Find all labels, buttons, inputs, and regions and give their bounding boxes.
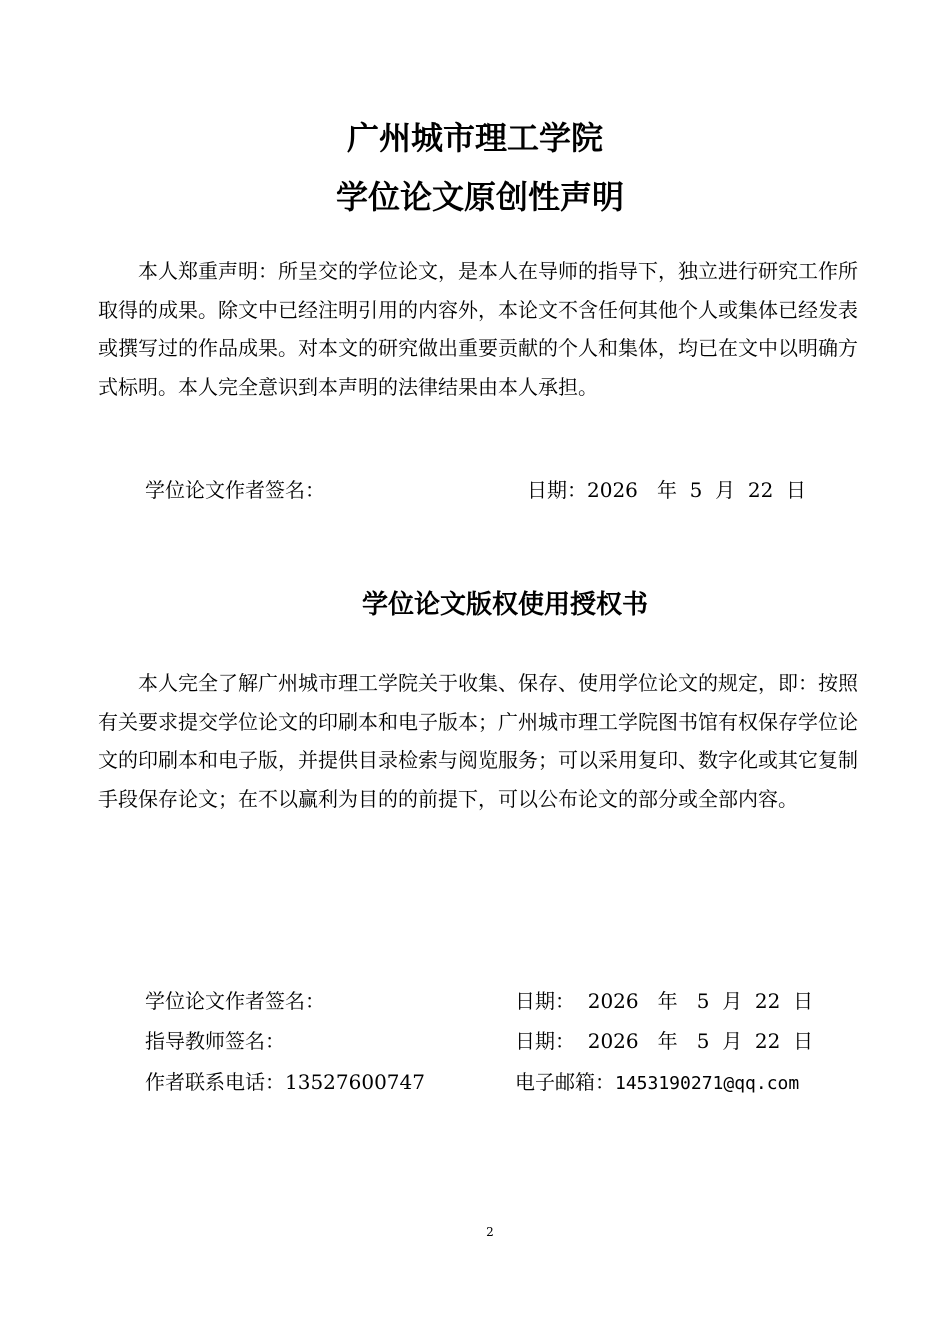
originality-declaration-title: 学位论文原创性声明 bbox=[335, 178, 624, 216]
authorization-author-date: 日期： 2026 年 5 月 22 日 bbox=[515, 989, 814, 1013]
originality-date: 日期：2026 年 5 月 22 日 bbox=[527, 478, 807, 502]
supervisor-signature-label: 指导教师签名： bbox=[145, 1029, 285, 1053]
authorization-title: 学位论文版权使用授权书 bbox=[361, 590, 648, 620]
originality-author-signature-label: 学位论文作者签名： bbox=[145, 478, 325, 502]
school-title: 广州城市理工学院 bbox=[346, 119, 603, 157]
author-email-label: 电子邮箱： bbox=[515, 1070, 615, 1094]
author-phone-label: 作者联系电话： bbox=[145, 1070, 285, 1094]
authorization-author-signature-label: 学位论文作者签名： bbox=[145, 989, 325, 1013]
supervisor-date: 日期： 2026 年 5 月 22 日 bbox=[515, 1029, 814, 1053]
originality-statement: 本人郑重声明：所呈交的学位论文，是本人在导师的指导下，独立进行研究工作所取得的成果。除文中已经注明引用的内容外，本论文不含任何其他个人或集体已经发表或撰写过的作品成果。对本文的研究做出重要贡献的个人和集体，均已在文中以明确方式标明。本人完全意识到本声明的法律结果由本人承担。 bbox=[98, 259, 858, 399]
author-email bbox=[515, 1068, 799, 1098]
page-number: 2 bbox=[486, 1225, 494, 1239]
author-email-value: 1453190271@qq.com bbox=[615, 1073, 800, 1094]
author-phone-value: 13527600747 bbox=[285, 1070, 425, 1094]
author-phone bbox=[145, 1068, 425, 1096]
authorization-statement: 本人完全了解广州城市理工学院关于收集、保存、使用学位论文的规定，即：按照有关要求提交学位论文的印刷本和电子版本；广州城市理工学院图书馆有权保存学位论文的印刷本和电子版，并提供目录检索与阅览服务；可以采用复印、数字化或其它复制手段保存论文；在不以赢利为目的的前提下，可以公布论文的部分或全部内容。 bbox=[98, 671, 858, 811]
